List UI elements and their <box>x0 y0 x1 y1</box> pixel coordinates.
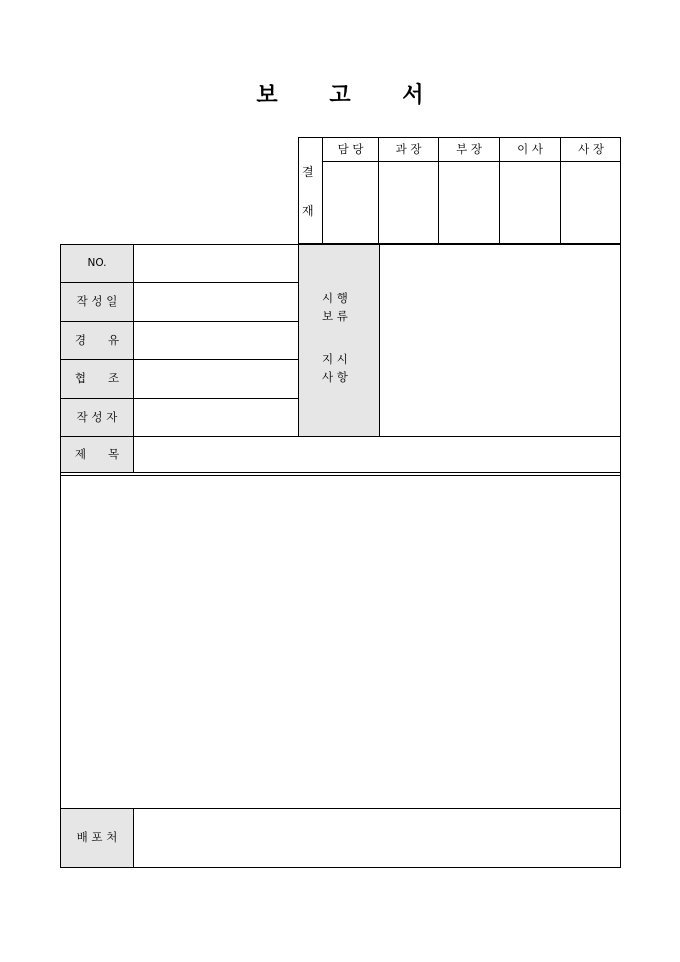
instruction-label-line-1: 시 행 <box>322 291 348 305</box>
field-route[interactable] <box>134 322 298 359</box>
title-char-1: 보 <box>256 82 278 108</box>
approval-role-staff: 담 당 <box>337 142 364 157</box>
signature-cell-director[interactable] <box>500 162 560 244</box>
field-distribution[interactable] <box>134 809 621 867</box>
label-cooperation: 협 조 <box>74 371 120 386</box>
approval-role-president: 사 장 <box>578 142 604 157</box>
approval-role-department-head: 부 장 <box>456 142 482 157</box>
signature-cell-section-chief[interactable] <box>379 162 438 244</box>
title-char-2: 고 <box>329 82 351 108</box>
instruction-content-field[interactable] <box>380 245 621 436</box>
field-subject[interactable] <box>134 437 621 472</box>
field-date-written[interactable] <box>134 283 298 321</box>
instruction-label-line-2: 보 류 <box>322 309 348 323</box>
instruction-label-line-3: 지 시 <box>322 352 348 366</box>
field-document-number[interactable] <box>134 245 298 282</box>
approval-side-label-1: 결 <box>302 165 314 179</box>
signature-cell-department-head[interactable] <box>439 162 499 244</box>
document-title <box>0 78 680 109</box>
label-subject: 제 목 <box>74 446 120 461</box>
instruction-label-block <box>299 245 379 436</box>
approval-side-label-2: 재 <box>302 204 314 218</box>
instruction-label-line-4: 사 항 <box>322 370 348 384</box>
report-body-field[interactable] <box>61 476 621 808</box>
label-date-written: 작 성 일 <box>76 294 118 309</box>
signature-cell-president[interactable] <box>561 162 621 244</box>
approval-role-section-chief: 과 장 <box>395 142 422 157</box>
title-char-3: 서 <box>402 82 424 108</box>
label-author: 작 성 자 <box>76 409 118 424</box>
label-document-number: NO. <box>87 257 107 270</box>
label-distribution: 배 포 처 <box>76 830 118 845</box>
label-route: 경 유 <box>74 332 120 347</box>
approval-role-director: 이 사 <box>517 142 543 157</box>
field-cooperation[interactable] <box>134 360 298 398</box>
signature-cell-staff[interactable] <box>323 162 378 244</box>
field-author[interactable] <box>134 399 298 436</box>
